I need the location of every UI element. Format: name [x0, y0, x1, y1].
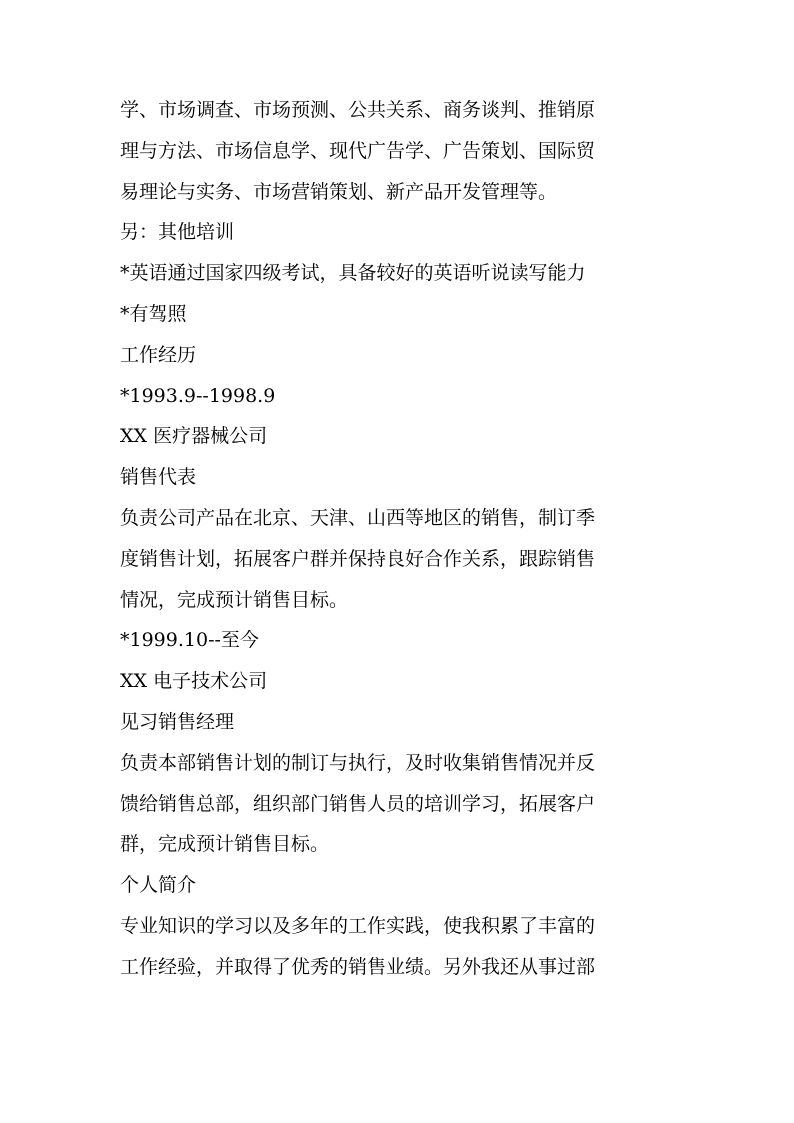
job1-title: 销售代表	[120, 466, 197, 489]
work-experience-heading: 工作经历	[120, 343, 197, 366]
personal-profile-heading: 个人简介	[120, 874, 197, 897]
text-line: 群，完成预计销售目标。	[120, 833, 330, 856]
job2-company: XX 电子技术公司	[120, 670, 268, 693]
text-line: 易理论与实务、市场营销策划、新产品开发管理等。	[120, 180, 558, 203]
job2-period: *1999.10--至今	[120, 629, 259, 652]
text-line: 负责本部销售计划的制订与执行，及时收集销售情况并反	[120, 751, 596, 774]
job1-company: XX 医疗器械公司	[120, 425, 268, 448]
job1-period: *1993.9--1998.9	[120, 384, 276, 407]
job2-title: 见习销售经理	[120, 710, 235, 733]
driver-license-item: *有驾照	[120, 302, 187, 325]
text-line: 专业知识的学习以及多年的工作实践，使我积累了丰富的	[120, 914, 596, 937]
text-line: 度销售计划，拓展客户群并保持良好合作关系，跟踪销售	[120, 547, 596, 570]
personal-profile-text	[120, 906, 676, 988]
english-skill-item: *英语通过国家四级考试，具备较好的英语听说读写能力	[120, 262, 586, 285]
text-line: 馈给销售总部，组织部门销售人员的培训学习，拓展客户	[120, 792, 596, 815]
text-line: 学、市场调查、市场预测、公共关系、商务谈判、推销原	[120, 99, 596, 121]
job1-description	[120, 498, 676, 620]
text-line: 情况，完成预计销售目标。	[120, 588, 349, 611]
text-line: 工作经验，并取得了优秀的销售业绩。另外我还从事过部	[120, 955, 596, 978]
text-line: 理与方法、市场信息学、现代广告学、广告策划、国际贸	[120, 139, 596, 162]
text-line: 负责公司产品在北京、天津、山西等地区的销售，制订季	[120, 506, 596, 529]
other-training-heading: 另：其他培训	[120, 221, 235, 244]
education-courses-paragraph	[120, 90, 676, 212]
document-page	[120, 90, 676, 988]
job2-description	[120, 743, 676, 865]
